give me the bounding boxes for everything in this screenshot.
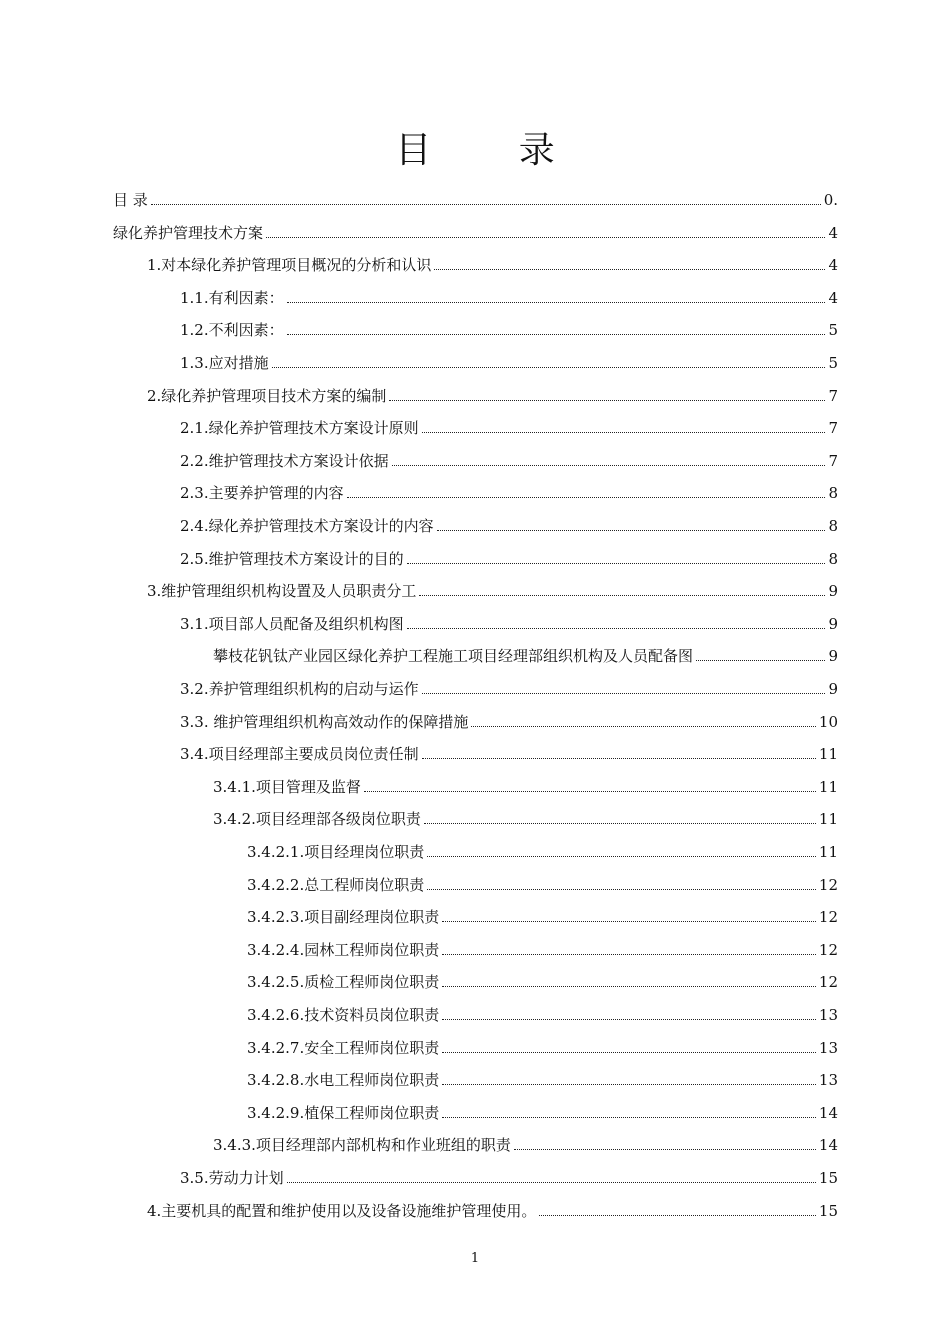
toc-entry[interactable] [247,1091,838,1123]
toc-entry-label: 2.1.绿化养护管理技术方案设计原则 [180,419,419,438]
toc-entry[interactable] [247,993,838,1025]
toc-dot-leader [422,758,816,759]
toc-entry-label: 3.4.3.项目经理部内部机构和作业班组的职责 [213,1136,511,1155]
toc-entry-page: 11 [818,745,838,764]
toc-entry-label: 3.1.项目部人员配备及组织机构图 [180,614,404,633]
toc-entry-label: 3.4.2.项目经理部各级岗位职责 [213,810,421,829]
toc-entry-page: 13 [818,1006,838,1024]
toc-entry-label: 2.4.绿化养护管理技术方案设计的内容 [180,517,434,535]
toc-entry-label: 3.4.2.3.项目副经理岗位职责 [247,908,440,927]
toc-dot-leader [151,204,821,205]
toc-entry-page: 13 [818,1038,838,1057]
toc-entry[interactable] [113,178,838,210]
toc-entry-label: 绿化养护管理技术方案 [113,223,264,242]
toc-entry[interactable] [180,537,838,569]
toc-entry-label: 3.维护管理组织机构设置及人员职责分工 [147,582,417,601]
toc-dot-leader [424,823,816,824]
toc-entry-label: 1.2.不利因素： [180,321,284,340]
toc-entry[interactable] [247,1058,838,1090]
toc-entry[interactable] [180,276,838,308]
toc-entry-page: 12 [818,875,838,894]
toc-entry[interactable] [180,406,838,438]
toc-dot-leader [287,334,826,335]
toc-entry-label: 3.4.2.2.总工程师岗位职责 [247,875,425,894]
toc-dot-leader [539,1215,816,1216]
toc-entry[interactable] [213,1123,838,1155]
toc-entry[interactable] [147,569,838,601]
toc-entry-label: 2.2.维护管理技术方案设计依据 [180,451,389,470]
toc-entry-page: 4 [828,256,838,275]
toc-entry[interactable] [180,504,838,536]
toc-entry-page: 15 [818,1201,838,1220]
toc-dot-leader [392,465,826,466]
toc-entry-label: 3.4.2.5.质检工程师岗位职责 [247,973,440,992]
toc-entry-label: 1.对本绿化养护管理项目概况的分析和认识 [147,256,432,275]
toc-dot-leader [427,856,816,857]
toc-entry-page: 10 [818,712,838,731]
toc-entry[interactable] [180,667,838,699]
toc-entry-page: 11 [818,810,838,829]
toc-dot-leader [407,563,826,564]
toc-entry-page: 5 [828,321,838,340]
toc-entry-label: 3.2.养护管理组织机构的启动与运作 [180,680,419,698]
toc-entry-page: 12 [818,908,838,927]
toc-dot-leader [434,269,825,270]
toc-dot-leader [442,1019,816,1020]
toc-dot-leader [442,921,816,922]
toc-entry[interactable] [180,439,838,471]
toc-dot-leader [442,954,816,955]
toc-entry-page: 7 [828,386,838,405]
toc-entry-label: 3.4.2.6.技术资料员岗位职责 [247,1006,440,1024]
toc-dot-leader [266,237,825,238]
toc-entry-page: 7 [828,451,838,470]
toc-entry-page: 11 [818,777,838,796]
toc-entry[interactable] [180,732,838,764]
toc-dot-leader [422,693,826,694]
toc-dot-leader [442,1117,816,1118]
toc-dot-leader [272,367,826,368]
toc-entry[interactable] [180,341,838,373]
toc-entry-page: 9 [828,614,838,633]
toc-entry-page: 14 [818,1136,838,1155]
toc-entry[interactable] [213,634,838,666]
toc-entry[interactable] [147,1189,838,1221]
toc-entry-page: 13 [818,1071,838,1090]
toc-dot-leader [287,302,826,303]
toc-dot-leader [442,1084,816,1085]
toc-dot-leader [427,889,816,890]
toc-entry-page: 8 [828,549,838,568]
toc-entry-page: 11 [818,843,838,861]
toc-dot-leader [437,530,826,531]
toc-entry-page: 9 [828,582,838,601]
toc-entry[interactable] [180,700,838,732]
toc-dot-leader [407,628,826,629]
toc-entry[interactable] [180,471,838,503]
toc-entry-page: 4 [828,223,838,242]
toc-entry-label: 2.5.维护管理技术方案设计的目的 [180,549,404,568]
toc-entry[interactable] [247,960,838,992]
toc-entry[interactable] [147,374,838,406]
toc-entry-label: 2.绿化养护管理项目技术方案的编制 [147,386,387,405]
toc-entry-label: 攀枝花钒钛产业园区绿化养护工程施工项目经理部组织机构及人员配备图 [213,647,694,666]
toc-dot-leader [287,1182,816,1183]
toc-entry[interactable] [180,602,838,634]
toc-title: 目 录 [395,130,593,172]
toc-entry[interactable] [247,895,838,927]
toc-entry[interactable] [113,211,838,243]
toc-entry-label: 2.3.主要养护管理的内容 [180,484,344,503]
toc-entry-label: 3.4.项目经理部主要成员岗位责任制 [180,745,419,764]
toc-dot-leader [696,660,825,661]
toc-entry-page: 9 [828,647,838,666]
toc-entry[interactable] [247,830,838,862]
toc-entry-label: 3.4.2.4.园林工程师岗位职责 [247,940,440,959]
page-number: 1 [470,1251,480,1266]
toc-entry-page: 12 [818,973,838,992]
toc-entry-label: 1.3.应对措施 [180,354,269,372]
toc-entry-label: 1.1.有利因素： [180,288,284,307]
toc-dot-leader [364,791,816,792]
toc-entry-page: 14 [818,1103,838,1122]
toc-entry-label: 3.4.2.7.安全工程师岗位职责 [247,1038,440,1057]
toc-entry-label: 目 录 [113,191,148,209]
toc-dot-leader [389,400,825,401]
toc-entry-page: 5 [828,354,838,372]
toc-entry-page: 4 [828,288,838,307]
toc-entry[interactable] [213,797,838,829]
toc-entry-page: 9 [828,680,838,698]
toc-entry-label: 3.5.劳动力计划 [180,1169,284,1187]
toc-dot-leader [422,432,826,433]
toc-entry-label: 3.4.2.1.项目经理岗位职责 [247,843,425,861]
toc-dot-leader [442,986,816,987]
toc-entry-page: 7 [828,419,838,438]
toc-entry-page: 8 [828,484,838,503]
toc-entry[interactable] [180,1156,838,1188]
toc-dot-leader [471,726,816,727]
toc-entry-label: 3.4.2.9.植保工程师岗位职责 [247,1103,440,1122]
toc-dot-leader [347,497,826,498]
toc-entry-label: 3.4.2.8.水电工程师岗位职责 [247,1071,440,1090]
toc-entry[interactable] [247,863,838,895]
toc-entry-label: 3.3. 维护管理组织机构高效动作的保障措施 [180,712,469,731]
toc-entry[interactable] [247,1026,838,1058]
toc-entry[interactable] [180,308,838,340]
toc-entry-page: 15 [818,1169,838,1187]
toc-entry[interactable] [213,765,838,797]
toc-entry-page: 8 [828,517,838,535]
toc-entry-page: 0. [823,191,838,209]
toc-dot-leader [419,595,825,596]
toc-entry-page: 12 [818,940,838,959]
toc-entry-label: 3.4.1.项目管理及监督 [213,777,361,796]
toc-dot-leader [442,1052,816,1053]
toc-entry-label: 4.主要机具的配置和维护使用以及设备设施维护管理使用。 [147,1201,537,1220]
toc-entry[interactable] [147,243,838,275]
toc-dot-leader [514,1149,816,1150]
toc-entry[interactable] [247,928,838,960]
